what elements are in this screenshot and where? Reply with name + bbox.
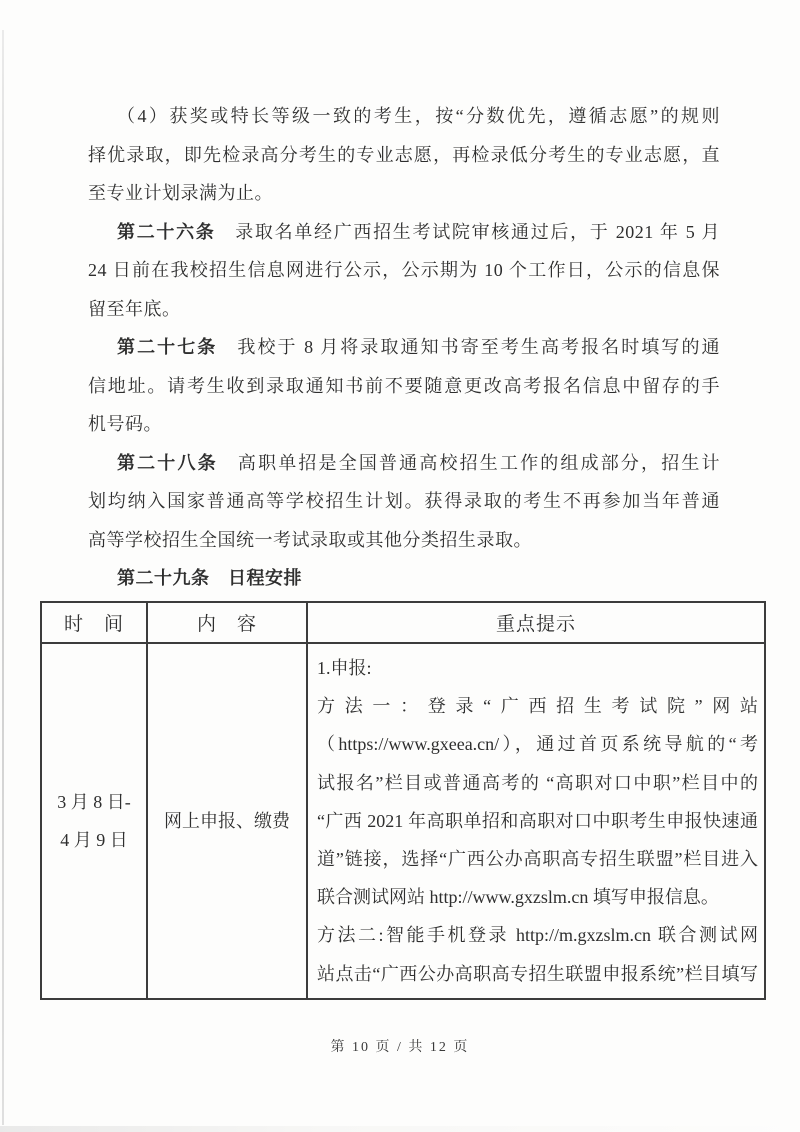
text-line: 至专业计划录满为止。 — [88, 183, 273, 203]
text-line: 24 日前在我校招生信息网进行公示，公示期为 10 个工作日，公示的信息保 — [88, 260, 720, 280]
paragraph — [88, 97, 720, 213]
text-line: 择优录取，即先检录高分考生的专业志愿，再检录低分考生的专业志愿，直 — [88, 144, 720, 165]
schedule-table — [40, 601, 766, 1000]
text-line: 信地址。请考生收到录取通知书前不要随意更改高考报名信息中留存的手 — [88, 375, 720, 396]
text-line: 第二十六条 录取名单经广西招生考试院审核通过后，于 2021 年 5 月 — [117, 221, 720, 242]
text-line: 第二十八条 高职单招是全国普通高校招生工作的组成部分，招生计 — [117, 452, 720, 473]
text-line: 机号码。 — [88, 414, 162, 434]
table-header-highlights: 重点提示 — [306, 603, 764, 644]
scan-edge-artifact-bottom — [0, 1126, 800, 1132]
text-line: 试报名”栏目或普通高考的 “高职对口中职”栏目中的 — [317, 772, 758, 793]
text-line: （https://www.gxeea.cn/），通过首页系统导航的“考 — [317, 734, 758, 755]
text-line: 方法二:智能手机登录 http://m.gxzslm.cn 联合测试网 — [317, 925, 758, 946]
body-text — [88, 97, 720, 598]
paragraph — [88, 444, 720, 560]
table-header-time: 时 间 — [42, 603, 146, 644]
text-line: 站点击“广西公办高职高专招生联盟申报系统”栏目填写 — [317, 963, 758, 984]
text-line: 划均纳入国家普通高等学校招生计划。获得录取的考生不再参加当年普通 — [88, 491, 720, 511]
text-line: 第二十七条 我校于 8 月将录取通知书寄至考生高考报名时填写的通 — [117, 337, 720, 357]
time-line-1: 3 月 8 日- — [57, 791, 131, 812]
page-footer: 第 10 页 / 共 12 页 — [330, 1040, 470, 1055]
text-line: （4）获奖或特长等级一致的考生，按“分数优先，遵循志愿”的规则 — [117, 106, 720, 126]
article-number: 第二十九条 日程安排 — [117, 568, 302, 588]
highlights-cell — [306, 644, 764, 998]
content-cell — [146, 644, 306, 998]
time-line-2: 4 月 9 日 — [60, 829, 128, 850]
article-number: 第二十七条 — [117, 337, 218, 357]
table-header-content: 内 容 — [146, 603, 306, 644]
text-line: “广西 2021 年高职单招和高职对口中职考生申报快速通 — [317, 810, 758, 831]
article-number: 第二十八条 — [117, 452, 218, 473]
content-label: 网上申报、缴费 — [164, 810, 290, 831]
paragraph — [88, 328, 720, 444]
text-line: 1.申报: — [317, 658, 372, 678]
text-line: 联合测试网站 http://www.gxzslm.cn 填写申报信息。 — [317, 887, 719, 908]
article-number: 第二十六条 — [117, 221, 216, 242]
text-line: 高等学校招生全国统一考试录取或其他分类招生录取。 — [88, 529, 532, 550]
text-line: 方法一：登录“广西招生考试院”网站 — [317, 696, 758, 717]
scan-edge-artifact — [2, 30, 4, 1125]
text-line: 留至年底。 — [88, 298, 181, 319]
time-cell — [42, 644, 146, 998]
text-line: 道”链接，选择“广西公办高职高专招生联盟”栏目进入 — [317, 848, 758, 869]
text-line — [88, 559, 720, 598]
paragraph — [88, 213, 720, 329]
paragraph — [88, 559, 720, 598]
